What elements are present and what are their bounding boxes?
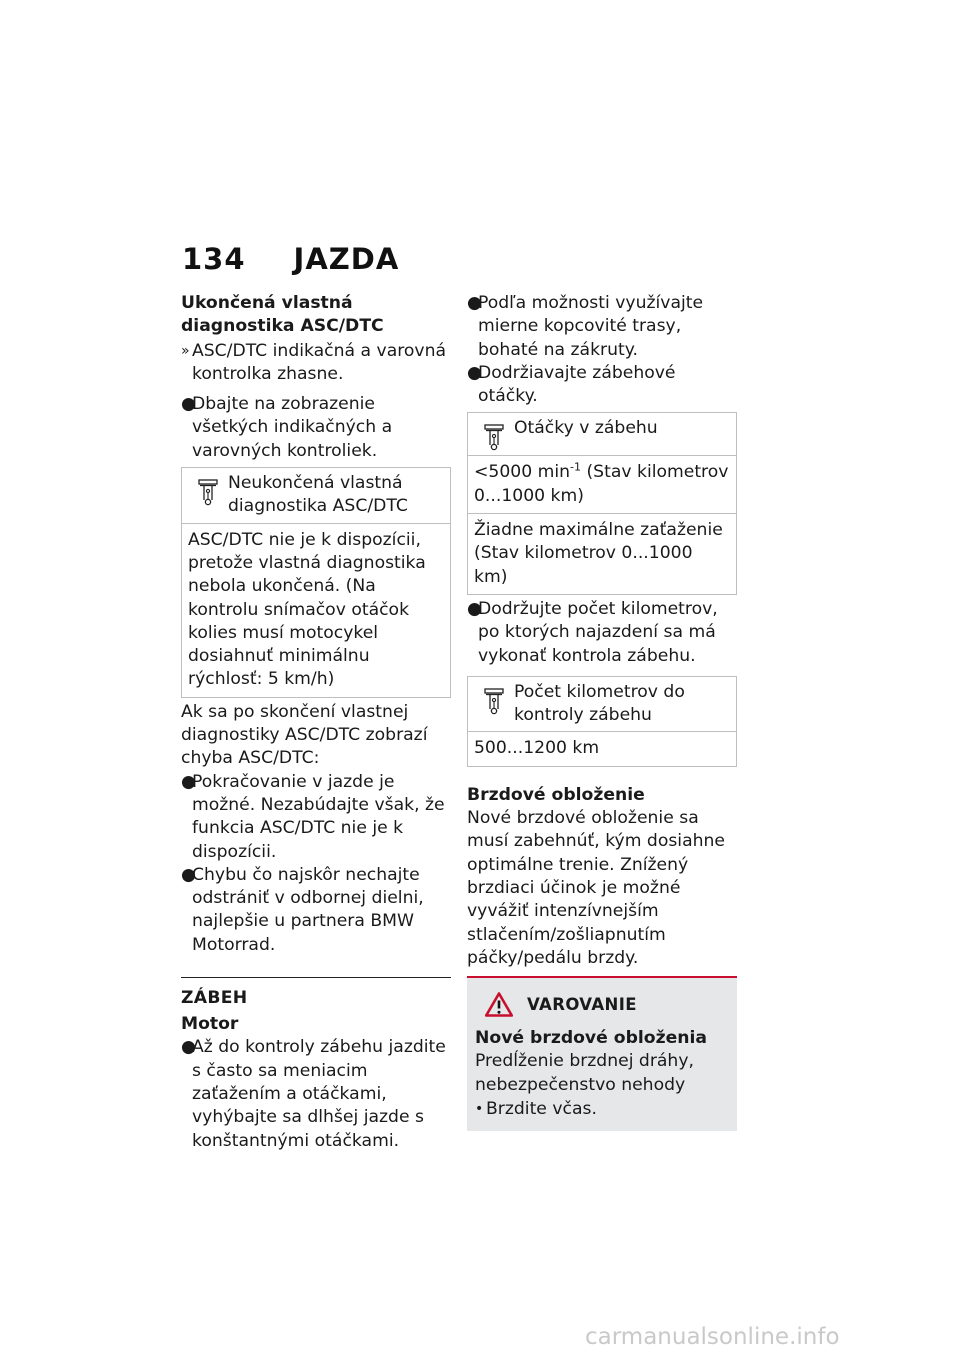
rpm-condition: (Stav kilometrov 0...1000 km) <box>474 462 729 506</box>
warning-label: VAROVANIE <box>527 995 637 1015</box>
bullet-icon: ● <box>467 293 482 313</box>
warning-action <box>475 1098 729 1121</box>
warning-text: Predĺženie brzdnej dráhy, nebezpečenstvo nehody <box>475 1051 694 1095</box>
heading-brake-pads: Brzdové obloženie <box>467 784 645 805</box>
subheading-engine: Motor <box>181 1014 239 1035</box>
list-item-text: Až do kontroly zábehu jazdite s často sa meniacim zaťažením a otáčkami, vyhýbajte sa dlhšej jazde s konštantnými otáčkami. <box>192 1037 446 1151</box>
result-marker: » <box>181 342 190 359</box>
piston-engine-icon <box>188 472 228 519</box>
info-box-text: ASC/DTC nie je k dispozícii, pretože vlastná diagnostika nebola ukončená. (Na kontrolu snímačov otáčok kolies musí motocykel dosiahnuť minimálnu rýchlosť: 5 km/h) <box>182 523 450 697</box>
info-box-row <box>468 455 736 513</box>
info-box-rpm <box>467 412 737 594</box>
list-item <box>467 292 737 362</box>
paragraph: Nové brzdové obloženie sa musí zabehnúť, kým dosiahne optimálne trenie. Znížený brzdiaci účinok je možné vyvážiť intenzívnejším stlačením/zošliapnutím páčky/pedálu brzdy. <box>467 808 725 968</box>
action-marker: • <box>475 1101 484 1118</box>
piston-engine-icon <box>474 681 514 728</box>
list-item <box>467 362 737 409</box>
watermark: carmanualsonline.info <box>585 1324 840 1350</box>
paragraph: Ak sa po skončení vlastnej diagnostiky ASC/DTC zobrazí chyba ASC/DTC: <box>181 701 428 769</box>
right-column <box>467 292 737 1131</box>
list-item <box>467 598 737 668</box>
list-item-text: Podľa možnosti využívajte mierne kopcovité trasy, bohaté na zákruty. <box>478 293 704 360</box>
list-item <box>181 1036 451 1152</box>
page-number: 134 <box>182 242 246 276</box>
rpm-limit: <5000 min <box>474 462 571 483</box>
warning-title: Nové brzdové obloženia <box>475 1028 707 1049</box>
info-box-title: Neukončená vlastná diagnostika ASC/DTC <box>228 473 408 517</box>
bullet-icon: ● <box>181 394 196 415</box>
result-item <box>181 340 451 387</box>
list-item <box>181 771 451 864</box>
list-item <box>181 864 451 957</box>
result-text: ASC/DTC indikačná a varovná kontrolka zhasne. <box>192 340 447 384</box>
list-item-text: Dodržujte počet kilometrov, po ktorých najazdení sa má vykonať kontrola zábehu. <box>478 598 718 666</box>
info-box-diagnosis <box>181 467 451 698</box>
rpm-unit-exponent: -1 <box>570 460 581 474</box>
info-box-title: Otáčky v zábehu <box>514 418 658 439</box>
warning-action-text: Brzdite včas. <box>486 1099 597 1120</box>
info-box-km <box>467 676 737 767</box>
chapter-title: JAZDA <box>293 242 400 276</box>
bullet-icon: ● <box>467 598 482 619</box>
list-item-text: Chybu čo najskôr nechajte odstrániť v odbornej dielni, najlepšie u partnera BMW Motorrad. <box>192 864 424 955</box>
section-divider <box>181 977 451 978</box>
bullet-icon: ● <box>181 1037 196 1058</box>
list-item-text: Pokračovanie v jazde je možné. Nezabúdajte však, že funkcia ASC/DTC nie je k dispozícii. <box>192 771 445 862</box>
piston-engine-icon <box>474 417 514 451</box>
list-item-text: Dbajte na zobrazenie všetkých indikačných a varovných kontroliek. <box>192 394 393 461</box>
warning-triangle-icon <box>485 992 513 1017</box>
bullet-icon: ● <box>467 362 482 383</box>
page-header <box>182 238 399 280</box>
heading-diagnosis-complete: Ukončená vlastná diagnostika ASC/DTC <box>181 293 384 337</box>
left-column <box>181 292 451 1153</box>
warning-box <box>467 978 737 1131</box>
bullet-icon: ● <box>181 864 196 885</box>
info-box-row: Žiadne maximálne zaťaženie (Stav kilometrov 0...1000 km) <box>468 513 736 594</box>
info-box-title: Počet kilometrov do kontroly zábehu <box>514 681 685 726</box>
list-item <box>181 393 451 463</box>
bullet-icon: ● <box>181 771 196 792</box>
section-title: ZÁBEH <box>181 988 248 1009</box>
info-box-row: 500...1200 km <box>468 731 736 765</box>
list-item-text: Dodržiavajte zábehové otáčky. <box>478 362 676 407</box>
